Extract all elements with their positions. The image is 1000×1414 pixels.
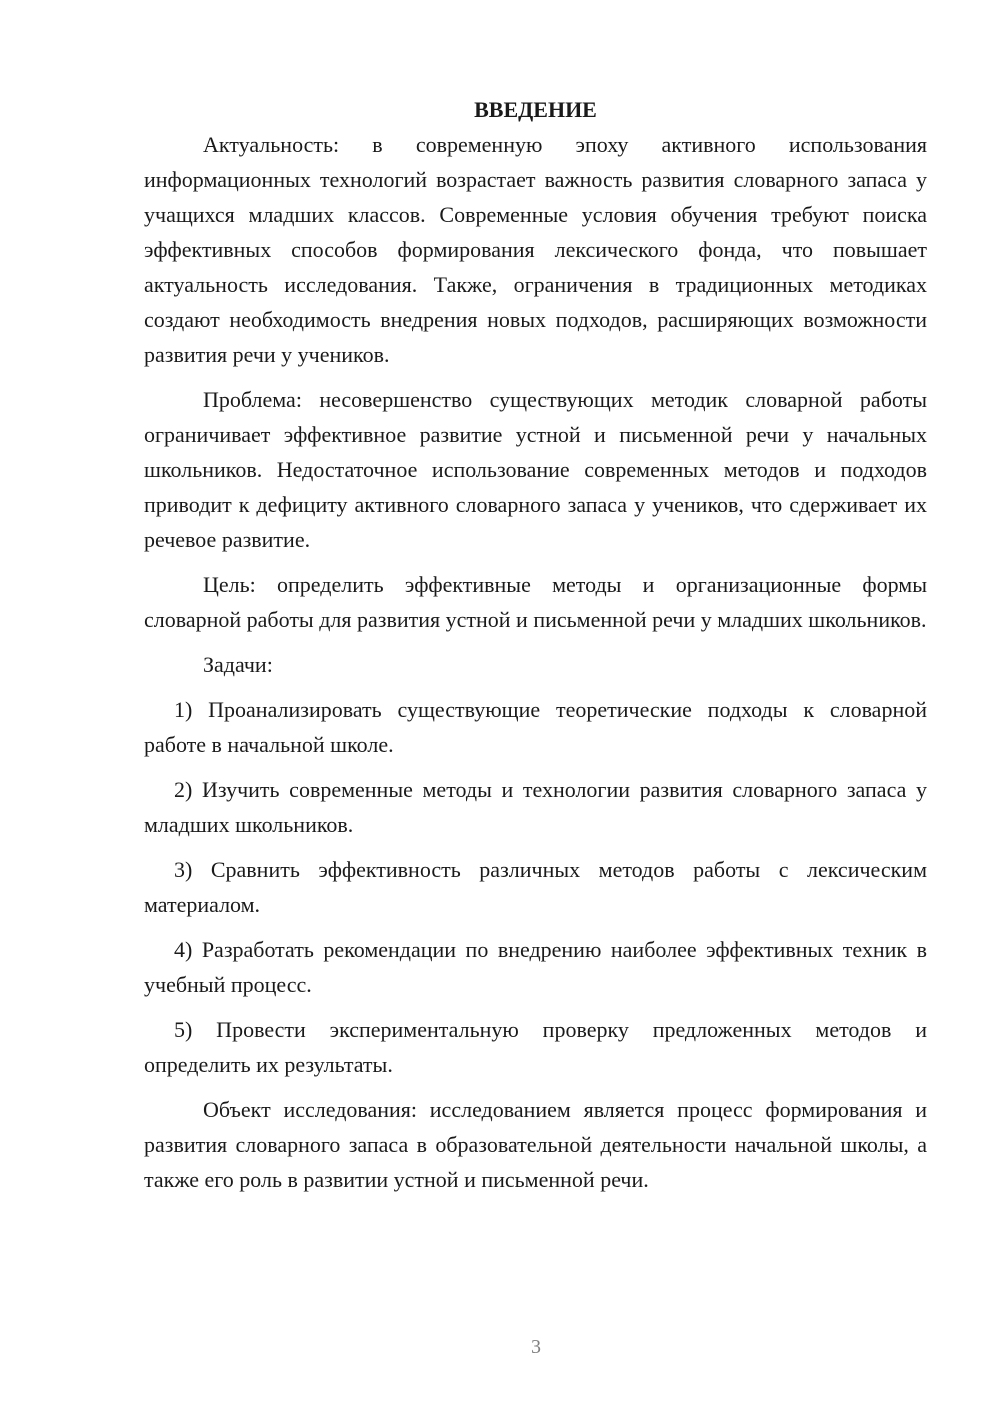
task-item-1: 1) Проанализировать существующие теоретические подходы к словарной работе в начальной школе. <box>144 697 927 757</box>
goal-paragraph: Цель: определить эффективные методы и организационные формы словарной работы для развития устной и письменной речи у младших школьников. <box>144 572 927 632</box>
page-title: ВВЕДЕНИЕ <box>474 97 597 122</box>
tasks-label: Задачи: <box>203 652 273 677</box>
task-item-3: 3) Сравнить эффективность различных методов работы с лексическим материалом. <box>144 857 927 917</box>
task-item-5: 5) Провести экспериментальную проверку предложенных методов и определить их результаты. <box>144 1017 927 1077</box>
page-number: 3 <box>531 1336 541 1358</box>
document-page <box>144 92 927 1197</box>
task-item-2: 2) Изучить современные методы и технологии развития словарного запаса у младших школьников. <box>144 777 927 837</box>
object-paragraph: Объект исследования: исследованием является процесс формирования и развития словарного запаса в образовательной деятельности начальной школы, а также его роль в развитии устной и письменной речи. <box>144 1097 927 1192</box>
relevance-paragraph: Актуальность: в современную эпоху активного использования информационных технологий возрастает важность развития словарного запаса у учащихся младших классов. Современные условия обучения требуют поиска эффективных способов формирования лексического фонда, что повышает актуальность исследования. Также, ограничения в традиционных методиках создают необходимость внедрения новых подходов, расширяющих возможности развития речи у учеников. <box>144 132 927 367</box>
problem-paragraph: Проблема: несовершенство существующих методик словарной работы ограничивает эффективное развитие устной и письменной речи у начальных школьников. Недостаточное использование современных методов и подходов приводит к дефициту активного словарного запаса у учеников, что сдерживает их речевое развитие. <box>144 387 927 552</box>
task-item-4: 4) Разработать рекомендации по внедрению наиболее эффективных техник в учебный процесс. <box>144 937 927 997</box>
